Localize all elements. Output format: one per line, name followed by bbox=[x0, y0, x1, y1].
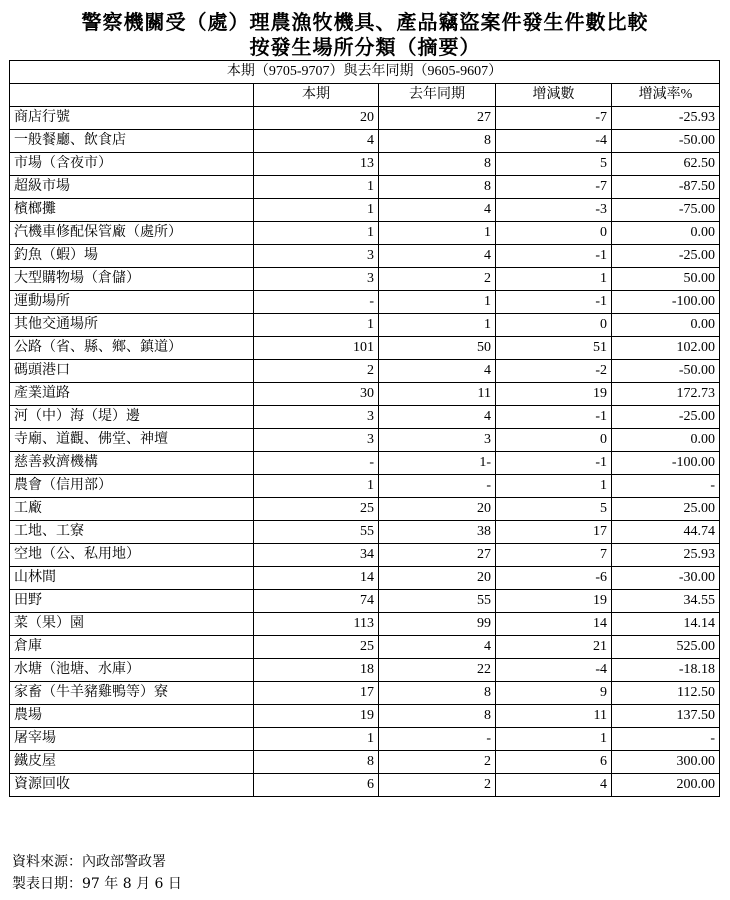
location-cell: 汽機車修配保管廠（處所） bbox=[10, 222, 254, 245]
table-row bbox=[10, 429, 720, 452]
table-row bbox=[10, 567, 720, 590]
date-note: 製表日期：97 年 8 月 6 日 bbox=[12, 876, 182, 892]
location-cell: 山林間 bbox=[10, 567, 254, 590]
value-cell: 25 bbox=[254, 498, 379, 521]
table-row bbox=[10, 383, 720, 406]
value-cell: 4 bbox=[496, 774, 612, 797]
value-cell: 99 bbox=[379, 613, 496, 636]
location-cell: 農會（信用部） bbox=[10, 475, 254, 498]
table-row bbox=[10, 521, 720, 544]
value-cell: 1 bbox=[379, 291, 496, 314]
value-cell: 34 bbox=[254, 544, 379, 567]
value-cell: 3 bbox=[254, 245, 379, 268]
value-cell: 112.50 bbox=[612, 682, 720, 705]
value-cell: -25.00 bbox=[612, 245, 720, 268]
value-cell: -100.00 bbox=[612, 452, 720, 475]
location-cell: 大型購物場（倉儲） bbox=[10, 268, 254, 291]
location-cell: 河（中）海（堤）邊 bbox=[10, 406, 254, 429]
value-cell: 2 bbox=[379, 751, 496, 774]
value-cell: 3 bbox=[379, 429, 496, 452]
value-cell: 0.00 bbox=[612, 314, 720, 337]
value-cell: 74 bbox=[254, 590, 379, 613]
table-row bbox=[10, 498, 720, 521]
table-row bbox=[10, 314, 720, 337]
value-cell: 300.00 bbox=[612, 751, 720, 774]
value-cell: -4 bbox=[496, 659, 612, 682]
value-cell: 525.00 bbox=[612, 636, 720, 659]
location-cell: 工地、工寮 bbox=[10, 521, 254, 544]
source-note: 資料來源：內政部警政署 bbox=[12, 854, 166, 870]
value-cell: 1 bbox=[379, 314, 496, 337]
value-cell: 25.93 bbox=[612, 544, 720, 567]
value-cell: -25.00 bbox=[612, 406, 720, 429]
value-cell: - bbox=[254, 452, 379, 475]
value-cell: 8 bbox=[379, 705, 496, 728]
location-cell: 鐵皮屋 bbox=[10, 751, 254, 774]
value-cell: 14.14 bbox=[612, 613, 720, 636]
value-cell: 3 bbox=[254, 406, 379, 429]
value-cell: 4 bbox=[379, 245, 496, 268]
value-cell: 113 bbox=[254, 613, 379, 636]
value-cell: -2 bbox=[496, 360, 612, 383]
table-row bbox=[10, 176, 720, 199]
value-cell: 2 bbox=[254, 360, 379, 383]
header-cell: 增減率% bbox=[612, 84, 720, 107]
value-cell: -50.00 bbox=[612, 360, 720, 383]
location-cell: 產業道路 bbox=[10, 383, 254, 406]
value-cell: 0 bbox=[496, 314, 612, 337]
header-cell: 增減數 bbox=[496, 84, 612, 107]
location-cell: 公路（省、縣、鄉、鎮道） bbox=[10, 337, 254, 360]
table-row bbox=[10, 590, 720, 613]
location-cell: 市場（含夜市） bbox=[10, 153, 254, 176]
location-cell: 工廠 bbox=[10, 498, 254, 521]
location-cell: 菜（果）園 bbox=[10, 613, 254, 636]
value-cell: 1 bbox=[379, 222, 496, 245]
table-row bbox=[10, 751, 720, 774]
value-cell: 19 bbox=[496, 590, 612, 613]
value-cell: 11 bbox=[379, 383, 496, 406]
value-cell: 5 bbox=[496, 153, 612, 176]
value-cell: -4 bbox=[496, 130, 612, 153]
value-cell: 6 bbox=[496, 751, 612, 774]
value-cell: 2 bbox=[379, 774, 496, 797]
table-row bbox=[10, 705, 720, 728]
table-row bbox=[10, 337, 720, 360]
value-cell: -1 bbox=[496, 406, 612, 429]
value-cell: 1 bbox=[254, 199, 379, 222]
value-cell: -7 bbox=[496, 176, 612, 199]
table-row bbox=[10, 406, 720, 429]
location-cell: 資源回收 bbox=[10, 774, 254, 797]
value-cell: 51 bbox=[496, 337, 612, 360]
value-cell: 17 bbox=[254, 682, 379, 705]
value-cell: 1 bbox=[496, 475, 612, 498]
value-cell: -7 bbox=[496, 107, 612, 130]
value-cell: 25 bbox=[254, 636, 379, 659]
table-row bbox=[10, 130, 720, 153]
value-cell: -3 bbox=[496, 199, 612, 222]
table-row bbox=[10, 245, 720, 268]
location-cell: 空地（公、私用地） bbox=[10, 544, 254, 567]
value-cell: -6 bbox=[496, 567, 612, 590]
location-cell: 水塘（池塘、水庫） bbox=[10, 659, 254, 682]
value-cell: 62.50 bbox=[612, 153, 720, 176]
value-cell: -1 bbox=[496, 291, 612, 314]
table-row bbox=[10, 107, 720, 130]
header-cell bbox=[10, 84, 254, 107]
value-cell: 13 bbox=[254, 153, 379, 176]
value-cell: 17 bbox=[496, 521, 612, 544]
value-cell: 55 bbox=[254, 521, 379, 544]
value-cell: 21 bbox=[496, 636, 612, 659]
value-cell: -50.00 bbox=[612, 130, 720, 153]
value-cell: 44.74 bbox=[612, 521, 720, 544]
value-cell: 20 bbox=[254, 107, 379, 130]
value-cell: 9 bbox=[496, 682, 612, 705]
value-cell: - bbox=[612, 475, 720, 498]
table-row bbox=[10, 452, 720, 475]
value-cell: 8 bbox=[379, 682, 496, 705]
value-cell: 20 bbox=[379, 567, 496, 590]
value-cell: 5 bbox=[496, 498, 612, 521]
value-cell: 0.00 bbox=[612, 429, 720, 452]
location-cell: 農場 bbox=[10, 705, 254, 728]
value-cell: 4 bbox=[254, 130, 379, 153]
value-cell: 4 bbox=[379, 199, 496, 222]
location-cell: 商店行號 bbox=[10, 107, 254, 130]
value-cell: 19 bbox=[496, 383, 612, 406]
value-cell: 8 bbox=[254, 751, 379, 774]
value-cell: 14 bbox=[254, 567, 379, 590]
value-cell: 1 bbox=[496, 268, 612, 291]
value-cell: 0 bbox=[496, 429, 612, 452]
value-cell: 6 bbox=[254, 774, 379, 797]
value-cell: 1 bbox=[254, 314, 379, 337]
location-cell: 超級市場 bbox=[10, 176, 254, 199]
location-cell: 其他交通場所 bbox=[10, 314, 254, 337]
table-row bbox=[10, 682, 720, 705]
value-cell: 50.00 bbox=[612, 268, 720, 291]
table-row bbox=[10, 291, 720, 314]
table-row bbox=[10, 153, 720, 176]
value-cell: -18.18 bbox=[612, 659, 720, 682]
value-cell: 102.00 bbox=[612, 337, 720, 360]
header-cell: 本期 bbox=[254, 84, 379, 107]
value-cell: 22 bbox=[379, 659, 496, 682]
value-cell: 0 bbox=[496, 222, 612, 245]
table-row bbox=[10, 222, 720, 245]
value-cell: 25.00 bbox=[612, 498, 720, 521]
value-cell: 1- bbox=[379, 452, 496, 475]
location-cell: 慈善救濟機構 bbox=[10, 452, 254, 475]
location-cell: 倉庫 bbox=[10, 636, 254, 659]
value-cell: 1 bbox=[254, 475, 379, 498]
location-cell: 田野 bbox=[10, 590, 254, 613]
value-cell: 8 bbox=[379, 130, 496, 153]
value-cell: -1 bbox=[496, 245, 612, 268]
value-cell: 3 bbox=[254, 268, 379, 291]
location-cell: 運動場所 bbox=[10, 291, 254, 314]
table-row bbox=[10, 659, 720, 682]
location-cell: 一般餐廳、飲食店 bbox=[10, 130, 254, 153]
table-row bbox=[10, 544, 720, 567]
period-label: 本期（9705-9707）與去年同期（9605-9607） bbox=[10, 61, 720, 84]
value-cell: 38 bbox=[379, 521, 496, 544]
header-cell: 去年同期 bbox=[379, 84, 496, 107]
value-cell: 172.73 bbox=[612, 383, 720, 406]
value-cell: 4 bbox=[379, 360, 496, 383]
value-cell: -75.00 bbox=[612, 199, 720, 222]
value-cell: 1 bbox=[254, 728, 379, 751]
value-cell: 34.55 bbox=[612, 590, 720, 613]
value-cell: 1 bbox=[254, 222, 379, 245]
table-row bbox=[10, 636, 720, 659]
value-cell: 0.00 bbox=[612, 222, 720, 245]
value-cell: - bbox=[379, 475, 496, 498]
location-cell: 釣魚（蝦）場 bbox=[10, 245, 254, 268]
value-cell: 3 bbox=[254, 429, 379, 452]
value-cell: 50 bbox=[379, 337, 496, 360]
table-row bbox=[10, 199, 720, 222]
location-cell: 寺廟、道觀、佛堂、神壇 bbox=[10, 429, 254, 452]
value-cell: 1 bbox=[254, 176, 379, 199]
header-row bbox=[10, 84, 720, 107]
value-cell: 8 bbox=[379, 176, 496, 199]
report-subtitle: 按發生場所分類（摘要） bbox=[249, 35, 481, 59]
value-cell: 27 bbox=[379, 544, 496, 567]
value-cell: 7 bbox=[496, 544, 612, 567]
value-cell: 27 bbox=[379, 107, 496, 130]
table-row bbox=[10, 728, 720, 751]
value-cell: -25.93 bbox=[612, 107, 720, 130]
value-cell: 30 bbox=[254, 383, 379, 406]
table-row bbox=[10, 268, 720, 291]
table-row bbox=[10, 360, 720, 383]
table-row bbox=[10, 774, 720, 797]
value-cell: -1 bbox=[496, 452, 612, 475]
report-title: 警察機關受（處）理農漁牧機具、產品竊盜案件發生件數比較 bbox=[81, 10, 649, 34]
value-cell: 18 bbox=[254, 659, 379, 682]
value-cell: 20 bbox=[379, 498, 496, 521]
value-cell: - bbox=[612, 728, 720, 751]
table-row bbox=[10, 475, 720, 498]
statistics-table bbox=[9, 60, 720, 797]
value-cell: 200.00 bbox=[612, 774, 720, 797]
period-row bbox=[10, 61, 720, 84]
value-cell: 1 bbox=[496, 728, 612, 751]
location-cell: 碼頭港口 bbox=[10, 360, 254, 383]
value-cell: 14 bbox=[496, 613, 612, 636]
location-cell: 家畜（牛羊豬雞鴨等）寮 bbox=[10, 682, 254, 705]
value-cell: 137.50 bbox=[612, 705, 720, 728]
value-cell: 19 bbox=[254, 705, 379, 728]
value-cell: 2 bbox=[379, 268, 496, 291]
table-row bbox=[10, 613, 720, 636]
value-cell: 4 bbox=[379, 636, 496, 659]
location-cell: 檳榔攤 bbox=[10, 199, 254, 222]
value-cell: 55 bbox=[379, 590, 496, 613]
value-cell: -87.50 bbox=[612, 176, 720, 199]
value-cell: - bbox=[254, 291, 379, 314]
value-cell: -30.00 bbox=[612, 567, 720, 590]
value-cell: -100.00 bbox=[612, 291, 720, 314]
value-cell: 11 bbox=[496, 705, 612, 728]
value-cell: - bbox=[379, 728, 496, 751]
value-cell: 4 bbox=[379, 406, 496, 429]
location-cell: 屠宰場 bbox=[10, 728, 254, 751]
value-cell: 8 bbox=[379, 153, 496, 176]
value-cell: 101 bbox=[254, 337, 379, 360]
